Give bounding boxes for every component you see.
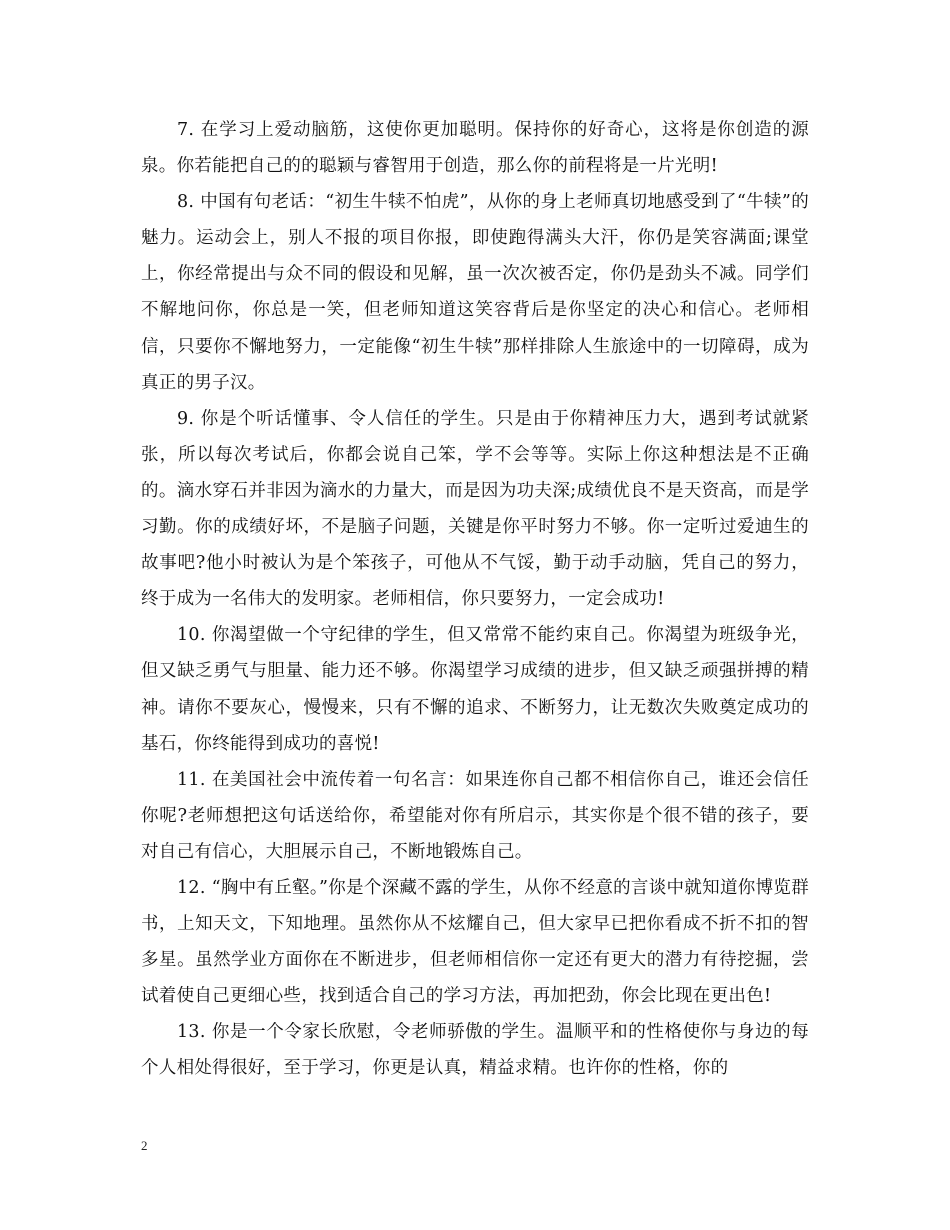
document-body bbox=[141, 112, 809, 1087]
paragraph-12: 12. “胸中有丘壑。”你是个深藏不露的学生，从你不经意的言谈中就知道你博览群书，上知天文，下知地理。虽然你从不炫耀自己，但大家早已把你看成不折不扣的智多星。虽然学业方面你在不断进步，但老师相信你一定还有更大的潜力有待挖掘，尝试着使自己更细心些，找到适合自己的学习方法，再加把劲，你会比现在更出色! bbox=[141, 877, 809, 1007]
paragraph-10: 10. 你渴望做一个守纪律的学生，但又常常不能约束自己。你渴望为班级争光，但又缺乏勇气与胆量、能力还不够。你渴望学习成绩的进步，但又缺乏顽强拼搏的精神。请你不要灰心，慢慢来，只有不懈的追求、不断努力，让无数次失败奠定成功的基石，你终能得到成功的喜悦! bbox=[141, 625, 809, 754]
paragraph-11: 11. 在美国社会中流传着一句名言：如果连你自己都不相信你自己，谁还会信任你呢?老师想把这句话送给你，希望能对你有所启示，其实你是个很不错的孩子，要对自己有信心，大胆展示自己，不断地锻炼自己。 bbox=[141, 769, 809, 862]
paragraph-7: 7. 在学习上爱动脑筋，这使你更加聪明。保持你的好奇心，这将是你创造的源泉。你若能把自己的的聪颖与睿智用于创造，那么你的前程将是一片光明! bbox=[141, 120, 809, 177]
paragraph-13: 13. 你是一个令家长欣慰，令老师骄傲的学生。温顺平和的性格使你与身边的每个人相处得很好，至于学习，你更是认真，精益求精。也许你的性格，你的 bbox=[141, 1022, 809, 1079]
paragraph-9: 9. 你是个听话懂事、令人信任的学生。只是由于你精神压力大，遇到考试就紧张，所以每次考试后，你都会说自己笨，学不会等等。实际上你这种想法是不正确的。滴水穿石并非因为滴水的力量大，而是因为功夫深;成绩优良不是天资高，而是学习勤。你的成绩好坏，不是脑子问题，关键是你平时努力不够。你一定听过爱迪生的故事吧?他小时被认为是个笨孩子，可他从不气馁，勤于动手动脑，凭自己的努力，终于成为一名伟大的发明家。老师相信，你只要努力，一定会成功! bbox=[141, 408, 809, 610]
page-number: 2 bbox=[141, 1138, 148, 1153]
paragraph-8: 8. 中国有句老话：“初生牛犊不怕虎”，从你的身上老师真切地感受到了“牛犊”的魅力。运动会上，别人不报的项目你报，即使跑得满头大汗，你仍是笑容满面;课堂上，你经常提出与众不同的假设和见解，虽一次次被否定，你仍是劲头不减。同学们不解地问你，你总是一笑，但老师知道这笑容背后是你坚定的决心和信心。老师相信，只要你不懈地努力，一定能像“初生牛犊”那样排除人生旅途中的一切障碍，成为真正的男子汉。 bbox=[141, 192, 809, 393]
